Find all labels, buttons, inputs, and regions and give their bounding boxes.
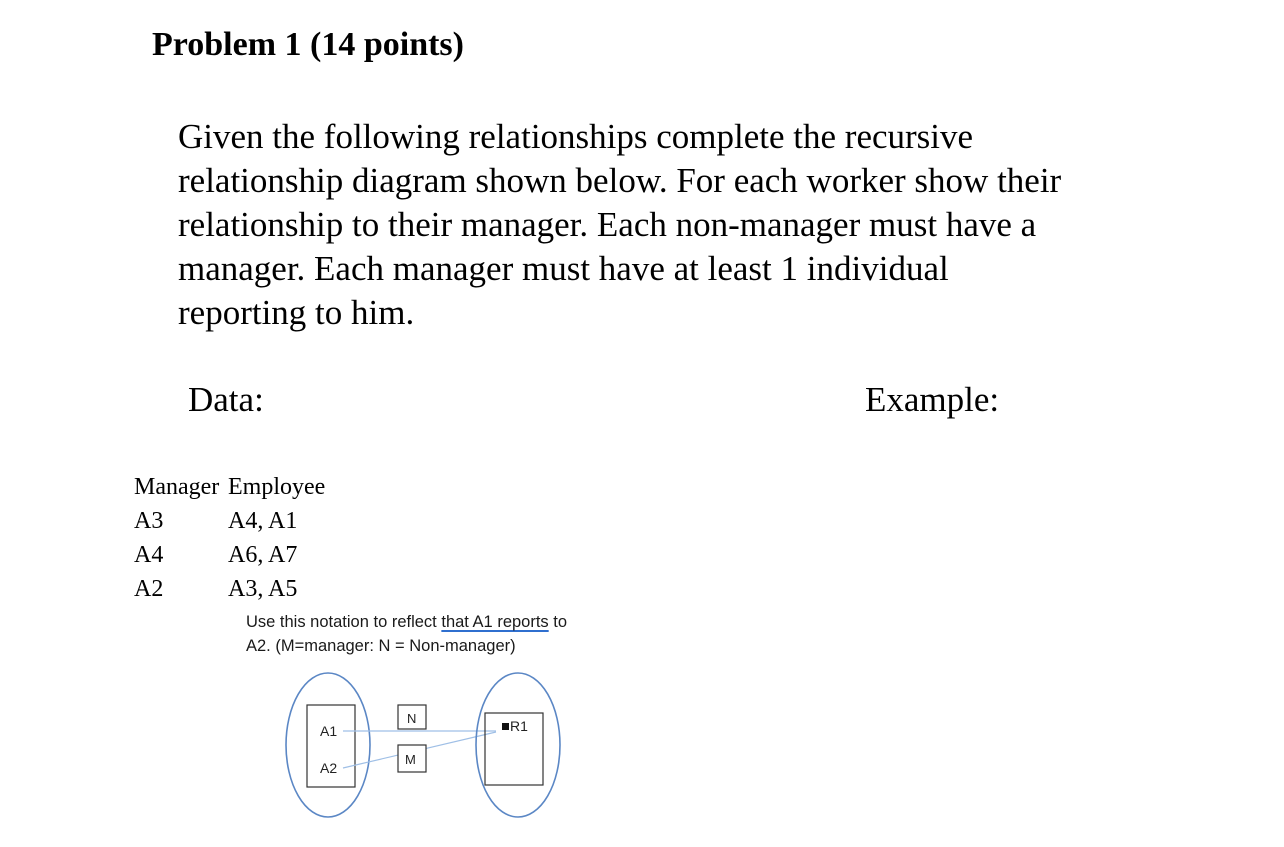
notation-note (246, 610, 567, 658)
instruction-line: manager. Each manager must have at least 1 individual (178, 249, 949, 288)
example-heading: Example: (865, 380, 1000, 419)
manager-cell: A4 (134, 541, 164, 568)
table-row (134, 572, 428, 606)
table-header-row (134, 470, 428, 504)
employee-header: Employee (228, 473, 326, 500)
note-text: to (548, 613, 568, 631)
note-text: Use this notation to reflect (246, 613, 442, 631)
note-underlined-text: that A1 reports (441, 613, 549, 631)
item-a2-label: A2 (320, 760, 338, 776)
table-row (134, 504, 428, 538)
employee-cell: A3, A5 (228, 575, 298, 602)
instruction-line: reporting to him. (178, 293, 415, 332)
notation-diagram (240, 665, 580, 825)
problem-instructions (178, 115, 1168, 335)
employee-cell: A6, A7 (228, 541, 298, 568)
employee-cell: A4, A1 (228, 507, 298, 534)
instruction-line: relationship to their manager. Each non-manager must have a (178, 205, 1037, 244)
note-line-1 (246, 610, 567, 634)
problem-title: Problem 1 (14 points) (152, 26, 464, 63)
note-line-2: A2. (M=manager: N = Non-manager) (246, 637, 516, 655)
table-row (134, 538, 428, 572)
manager-cell: A3 (134, 507, 164, 534)
item-a1-label: A1 (320, 723, 338, 739)
manager-header: Manager (134, 473, 220, 500)
manager-cell: A2 (134, 575, 164, 602)
data-heading: Data: (188, 380, 264, 419)
relation-marker-icon (502, 723, 509, 730)
right-entity-ellipse (476, 673, 560, 817)
instruction-line: relationship diagram shown below. For each worker show their (178, 161, 1062, 200)
box-m-label: M (405, 752, 416, 767)
box-n-label: N (407, 711, 417, 726)
relation-r1-label: R1 (510, 718, 528, 734)
manager-employee-table (134, 470, 428, 606)
instruction-line: Given the following relationships complete the recursive (178, 117, 974, 156)
